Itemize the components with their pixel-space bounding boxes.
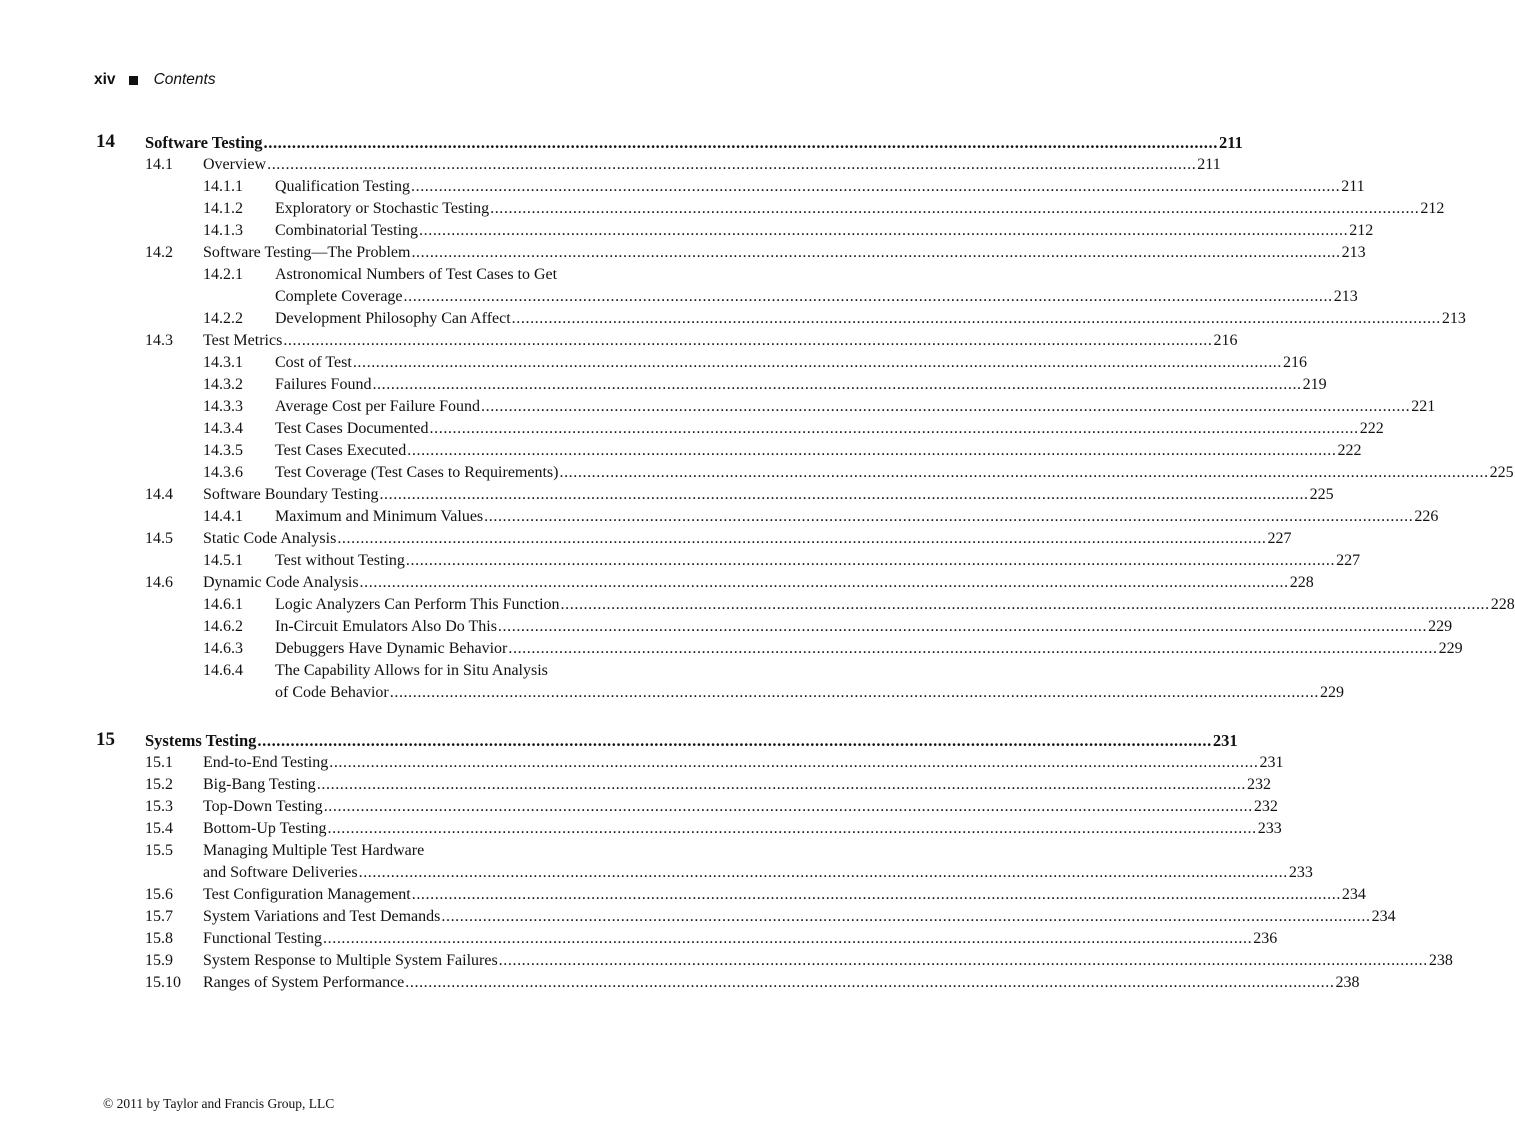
entry-page: 222 xyxy=(1359,420,1384,437)
chapter-14-number: 14 xyxy=(96,131,115,152)
entry-title: Qualification Testing xyxy=(275,178,410,195)
section-number: 14.2 xyxy=(145,244,173,261)
entry-page: 229 xyxy=(1438,640,1463,657)
toc-entry[interactable] xyxy=(275,440,1362,462)
dot-leader: .......................................................................................................................................................................................................... xyxy=(405,974,1335,991)
entry-page: 234 xyxy=(1371,908,1396,925)
section-number: 15.10 xyxy=(145,974,181,991)
entry-page: 227 xyxy=(1336,552,1361,569)
entry-page: 213 xyxy=(1441,310,1466,327)
entry-page: 228 xyxy=(1289,574,1314,591)
entry-title: Exploratory or Stochastic Testing xyxy=(275,200,490,217)
dot-leader: .......................................................................................................................................................................................................... xyxy=(411,244,1341,261)
entry-page: 229 xyxy=(1428,618,1453,635)
dot-leader: .......................................................................................................................................................................................................... xyxy=(560,596,1490,613)
section-number: 15.7 xyxy=(145,908,173,925)
section-number: 15.4 xyxy=(145,820,173,837)
subsection-number: 14.1.3 xyxy=(203,222,243,239)
entry-page: 211 xyxy=(1197,156,1221,173)
entry-title: Test Metrics xyxy=(203,332,283,349)
entry-title-line-1[interactable]: Managing Multiple Test Hardware xyxy=(203,842,425,859)
section-number: 14.1 xyxy=(145,156,173,173)
entry-title: Combinatorial Testing xyxy=(275,222,419,239)
section-number: 15.5 xyxy=(145,842,173,859)
entry-title: Development Philosophy Can Affect xyxy=(275,310,511,327)
entry-title-line-2: of Code Behavior xyxy=(275,684,389,701)
entry-title: Average Cost per Failure Found xyxy=(275,398,480,415)
toc-entry[interactable] xyxy=(203,928,1278,950)
dot-leader: .......................................................................................................................................................................................................... xyxy=(411,886,1341,903)
entry-page: 221 xyxy=(1411,398,1436,415)
subsection-number: 14.3.2 xyxy=(203,376,243,393)
square-bullet-icon xyxy=(129,76,138,85)
dot-leader: .......................................................................................................................................................................................................... xyxy=(263,133,1218,152)
toc-entry[interactable] xyxy=(203,906,1396,928)
entry-page: 228 xyxy=(1490,596,1515,613)
entry-title-line-1[interactable]: The Capability Allows for in Situ Analysis xyxy=(275,662,548,679)
toc-entry[interactable] xyxy=(203,796,1278,818)
entry-page: 211 xyxy=(1341,178,1365,195)
toc-entry[interactable] xyxy=(275,352,1308,374)
entry-title: Top-Down Testing xyxy=(203,798,323,815)
toc-entry[interactable] xyxy=(203,862,1313,884)
chapter-page: 231 xyxy=(1212,731,1238,750)
entry-title-line-2: and Software Deliveries xyxy=(203,864,358,881)
section-number: 15.2 xyxy=(145,776,173,793)
section-number: 14.6 xyxy=(145,574,173,591)
subsection-number: 14.2.1 xyxy=(203,266,243,283)
dot-leader: .......................................................................................................................................................................................................... xyxy=(484,508,1414,525)
dot-leader: .......................................................................................................................................................................................................... xyxy=(407,442,1337,459)
chapter-14-title-row[interactable] xyxy=(145,132,1243,154)
entry-page: 234 xyxy=(1341,886,1366,903)
entry-title: System Response to Multiple System Failures xyxy=(203,952,498,969)
entry-page: 219 xyxy=(1302,376,1327,393)
dot-leader: .......................................................................................................................................................................................................... xyxy=(327,820,1257,837)
subsection-number: 14.6.2 xyxy=(203,618,243,635)
entry-title: Test Coverage (Test Cases to Requirements) xyxy=(275,464,559,481)
dot-leader: .......................................................................................................................................................................................................... xyxy=(405,552,1336,569)
entry-title: Bottom-Up Testing xyxy=(203,820,327,837)
dot-leader: .......................................................................................................................................................................................................... xyxy=(323,798,1253,815)
entry-page: 232 xyxy=(1253,798,1278,815)
section-number: 14.5 xyxy=(145,530,173,547)
dot-leader: .......................................................................................................................................................................................................... xyxy=(372,376,1302,393)
toc-entry[interactable] xyxy=(275,418,1384,440)
chapter-15-title-row[interactable] xyxy=(145,730,1238,752)
toc-entry[interactable] xyxy=(275,616,1453,638)
toc-entry[interactable] xyxy=(275,374,1327,396)
dot-leader: .......................................................................................................................................................................................................... xyxy=(429,420,1359,437)
toc-entry[interactable] xyxy=(275,462,1514,484)
chapter-page: 211 xyxy=(1218,133,1243,152)
toc-entry[interactable] xyxy=(203,154,1221,176)
dot-leader: .......................................................................................................................................................................................................... xyxy=(389,684,1319,701)
section-number: 14.3 xyxy=(145,332,173,349)
dot-leader: .......................................................................................................................................................................................................... xyxy=(498,952,1428,969)
subsection-number: 14.3.1 xyxy=(203,354,243,371)
dot-leader: .......................................................................................................................................................................................................... xyxy=(329,754,1259,771)
entry-page: 216 xyxy=(1283,354,1308,371)
toc-entry[interactable] xyxy=(275,308,1466,330)
toc-entry[interactable] xyxy=(203,950,1453,972)
dot-leader: .......................................................................................................................................................................................................... xyxy=(379,486,1309,503)
toc-entry[interactable] xyxy=(275,198,1445,220)
toc-entry[interactable] xyxy=(275,550,1361,572)
subsection-number: 14.1.1 xyxy=(203,178,243,195)
toc-entry[interactable] xyxy=(203,330,1238,352)
dot-leader: .......................................................................................................................................................................................................... xyxy=(508,640,1438,657)
section-number: 14.4 xyxy=(145,486,173,503)
toc-entry[interactable] xyxy=(275,396,1436,418)
running-head xyxy=(94,70,216,90)
dot-leader: .......................................................................................................................................................................................................... xyxy=(359,574,1289,591)
toc-entry[interactable] xyxy=(203,572,1314,594)
toc-entry[interactable] xyxy=(203,242,1366,264)
entry-page: 232 xyxy=(1247,776,1272,793)
dot-leader: .......................................................................................................................................................................................................... xyxy=(511,310,1441,327)
entry-page: 226 xyxy=(1414,508,1439,525)
dot-leader: .......................................................................................................................................................................................................... xyxy=(481,398,1411,415)
entry-page: 213 xyxy=(1341,244,1366,261)
dot-leader: .......................................................................................................................................................................................................... xyxy=(267,156,1197,173)
entry-title: Maximum and Minimum Values xyxy=(275,508,484,525)
entry-page: 229 xyxy=(1319,684,1344,701)
entry-title: Test Cases Executed xyxy=(275,442,407,459)
subsection-number: 14.6.1 xyxy=(203,596,243,613)
entry-page: 225 xyxy=(1489,464,1514,481)
dot-leader: .......................................................................................................................................................................................................... xyxy=(490,200,1420,217)
toc-entry[interactable] xyxy=(203,752,1284,774)
dot-leader: .......................................................................................................................................................................................................... xyxy=(559,464,1489,481)
entry-title: Functional Testing xyxy=(203,930,323,947)
dot-leader: .......................................................................................................................................................................................................... xyxy=(441,908,1371,925)
entry-title: Logic Analyzers Can Perform This Function xyxy=(275,596,560,613)
entry-page: 233 xyxy=(1288,864,1313,881)
section-number: 15.9 xyxy=(145,952,173,969)
subsection-number: 14.5.1 xyxy=(203,552,243,569)
entry-title: In-Circuit Emulators Also Do This xyxy=(275,618,497,635)
subsection-number: 14.6.3 xyxy=(203,640,243,657)
chapter-15-number: 15 xyxy=(96,729,115,750)
toc-entry[interactable] xyxy=(275,682,1344,704)
entry-title: Software Testing—The Problem xyxy=(203,244,411,261)
dot-leader: .......................................................................................................................................................................................................... xyxy=(411,178,1341,195)
entry-title: End-to-End Testing xyxy=(203,754,329,771)
dot-leader: .......................................................................................................................................................................................................... xyxy=(352,354,1283,371)
entry-title: Test Cases Documented xyxy=(275,420,429,437)
dot-leader: .......................................................................................................................................................................................................... xyxy=(316,776,1247,793)
copyright-footer: © 2011 by Taylor and Francis Group, LLC xyxy=(103,1096,335,1111)
entry-page: 238 xyxy=(1428,952,1453,969)
entry-page: 212 xyxy=(1420,200,1445,217)
entry-page: 233 xyxy=(1257,820,1282,837)
toc-entry[interactable] xyxy=(203,528,1292,550)
subsection-number: 14.1.2 xyxy=(203,200,243,217)
entry-title-line-2: Complete Coverage xyxy=(275,288,403,305)
section-number: 15.6 xyxy=(145,886,173,903)
section-number: 15.3 xyxy=(145,798,173,815)
toc-entry[interactable] xyxy=(203,774,1272,796)
subsection-number: 14.6.4 xyxy=(203,662,243,679)
entry-title: Debuggers Have Dynamic Behavior xyxy=(275,640,508,657)
entry-title: Test Configuration Management xyxy=(203,886,411,903)
dot-leader: .......................................................................................................................................................................................................... xyxy=(403,288,1333,305)
chapter-title: Systems Testing xyxy=(145,731,257,750)
dot-leader: .......................................................................................................................................................................................................... xyxy=(257,731,1212,750)
running-title: Contents xyxy=(153,71,216,88)
dot-leader: .......................................................................................................................................................................................................... xyxy=(497,618,1428,635)
entry-page: 227 xyxy=(1267,530,1292,547)
subsection-number: 14.3.3 xyxy=(203,398,243,415)
entry-title: Big-Bang Testing xyxy=(203,776,316,793)
toc-entry[interactable] xyxy=(275,594,1515,616)
dot-leader: .......................................................................................................................................................................................................... xyxy=(323,930,1253,947)
dot-leader: .......................................................................................................................................................................................................... xyxy=(337,530,1267,547)
entry-page: 236 xyxy=(1253,930,1278,947)
toc-entry[interactable] xyxy=(203,818,1282,840)
section-number: 15.1 xyxy=(145,754,173,771)
entry-page: 225 xyxy=(1309,486,1334,503)
entry-title-line-1[interactable]: Astronomical Numbers of Test Cases to Get xyxy=(275,266,558,283)
entry-page: 212 xyxy=(1349,222,1374,239)
entry-title: Dynamic Code Analysis xyxy=(203,574,359,591)
entry-page: 231 xyxy=(1259,754,1284,771)
entry-title: System Variations and Test Demands xyxy=(203,908,441,925)
toc-entry[interactable] xyxy=(275,176,1365,198)
entry-page: 213 xyxy=(1333,288,1358,305)
entry-title: Failures Found xyxy=(275,376,372,393)
dot-leader: .......................................................................................................................................................................................................... xyxy=(419,222,1349,239)
entry-title: Cost of Test xyxy=(275,354,352,371)
toc-entry[interactable] xyxy=(203,884,1366,906)
dot-leader: .......................................................................................................................................................................................................... xyxy=(283,332,1213,349)
entry-page: 222 xyxy=(1337,442,1362,459)
entry-title: Overview xyxy=(203,156,267,173)
subsection-number: 14.3.5 xyxy=(203,442,243,459)
page-number: xiv xyxy=(94,71,116,88)
subsection-number: 14.2.2 xyxy=(203,310,243,327)
subsection-number: 14.3.6 xyxy=(203,464,243,481)
toc-entry[interactable] xyxy=(203,484,1334,506)
entry-page: 216 xyxy=(1213,332,1238,349)
entry-title: Static Code Analysis xyxy=(203,530,337,547)
toc-entry[interactable] xyxy=(275,220,1374,242)
subsection-number: 14.3.4 xyxy=(203,420,243,437)
entry-title: Test without Testing xyxy=(275,552,405,569)
entry-page: 238 xyxy=(1335,974,1360,991)
subsection-number: 14.4.1 xyxy=(203,508,243,525)
dot-leader: .......................................................................................................................................................................................................... xyxy=(358,864,1288,881)
section-number: 15.8 xyxy=(145,930,173,947)
toc-entry[interactable] xyxy=(203,972,1360,994)
entry-title: Ranges of System Performance xyxy=(203,974,405,991)
chapter-title: Software Testing xyxy=(145,133,263,152)
entry-title: Software Boundary Testing xyxy=(203,486,379,503)
toc-entry[interactable] xyxy=(275,286,1358,308)
toc-entry[interactable] xyxy=(275,506,1439,528)
toc-entry[interactable] xyxy=(275,638,1463,660)
